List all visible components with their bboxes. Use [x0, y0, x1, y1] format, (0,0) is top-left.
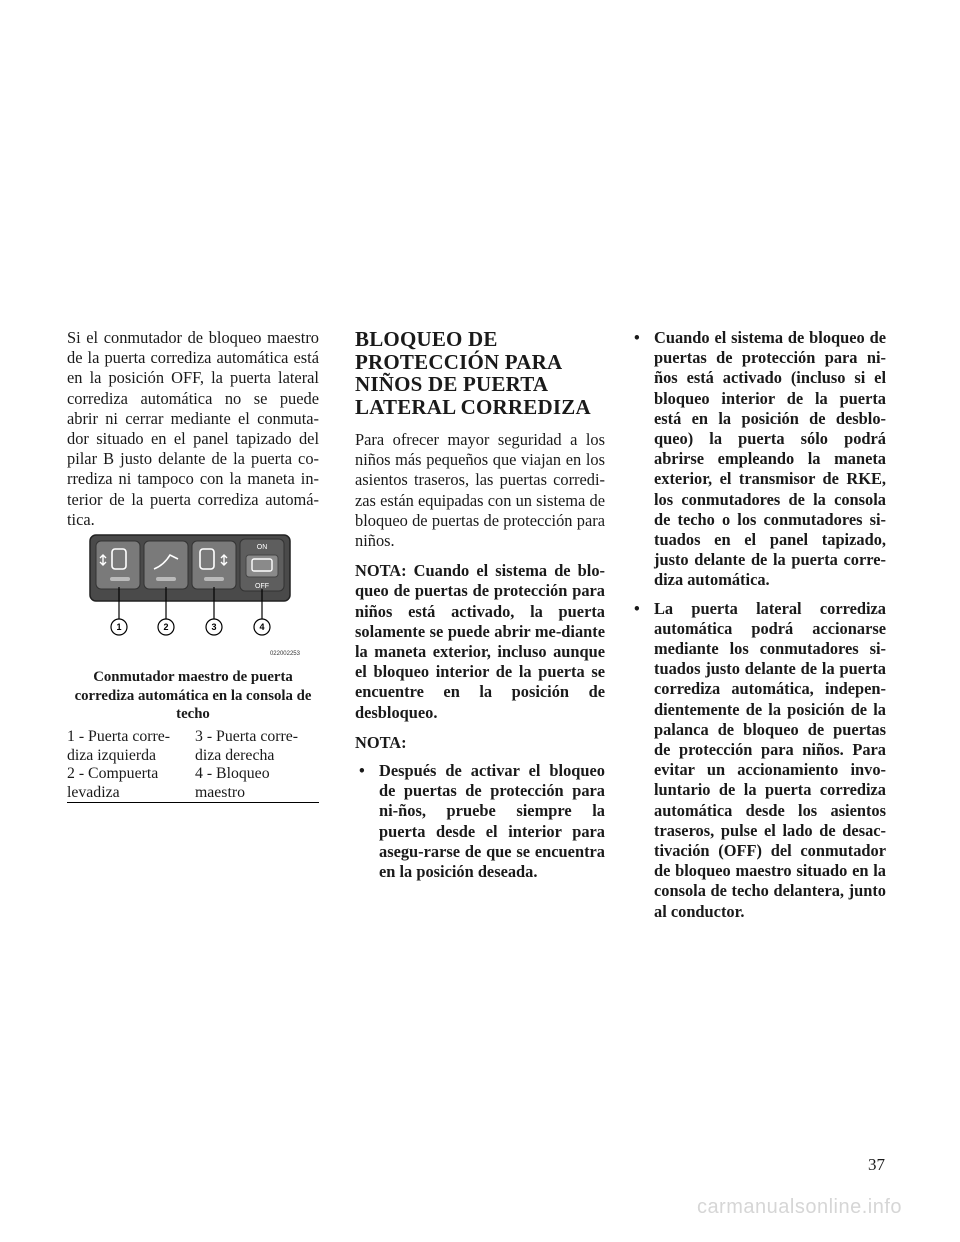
page-number: 37 — [868, 1155, 885, 1174]
note-paragraph: NOTA: Cuando el sistema de blo-queo de puertas de protección para niños está activado, la puerta solamente se puede abrir me-diante la maneta exterior, incluso aunque el bloqueo interior de la puerta se encuentre en la posición de desbloqueo. — [355, 561, 605, 722]
figure-code: 022002253 — [269, 651, 300, 657]
section-heading: BLOQUEO DE PROTECCIÓN PARA NIÑOS DE PUERTA LATERAL CORREDIZA — [355, 327, 591, 419]
legend-row — [67, 728, 319, 765]
middle-column — [355, 328, 605, 890]
switch-panel-illustration — [88, 533, 300, 657]
figure-legend — [67, 728, 319, 803]
callout-4-label: 4 — [259, 622, 265, 632]
left-sliding-door-button — [96, 541, 140, 589]
legend-item-1: 1 - Puerta corre-diza izquierda — [67, 728, 171, 764]
left-column — [67, 328, 319, 530]
note-bullet-list — [355, 761, 605, 882]
figure-caption: Conmutador maestro de puerta corrediza automática en la consola de techo — [74, 669, 312, 722]
on-label: ON — [256, 544, 268, 551]
list-item: • Cuando el sistema de bloqueo de puertas de protección para ni-ños está activado (incluso si el bloqueo interior de la puerta está en la posición de desblo-queo) la puerta sólo podrá abrirse empleando la maneta exterior, el transmisor de RKE, los conmutadores de la consola de techo o los conmutadores si-tuados en el panel tapizado, justo delante de la puerta corre-diza automática. — [630, 328, 886, 591]
note-label: NOTA: — [355, 732, 407, 752]
callout-3-label: 3 — [211, 622, 217, 632]
list-item: • La puerta lateral corrediza automática podrá accionarse mediante los conmutadores si-tuados justo delante de la puerta corrediza automática, indepen-dientemente de la posición de la palanca de bloqueo de puertas de protección para niños. Para evitar un accionamiento invo-luntario de la puerta corrediza automática desde los asientos traseros, pulse el lado de desac-tivación (OFF) del conmutador de bloqueo maestro situado en la consola de techo delantera, junto al conductor. — [630, 599, 886, 922]
watermark-footer: carmanualsonline.info — [696, 1196, 902, 1218]
legend-row — [67, 765, 319, 802]
callout-2-label: 2 — [163, 622, 169, 632]
liftgate-button — [144, 541, 188, 589]
right-column — [630, 328, 886, 930]
legend-item-3: 3 - Puerta corre-diza derecha — [195, 728, 299, 764]
master-lock-button — [240, 539, 284, 591]
right-sliding-door-button — [192, 541, 236, 589]
off-label: OFF — [255, 583, 269, 590]
callout-1-label: 1 — [116, 622, 122, 632]
master-switch-paragraph: Si el conmutador de bloqueo maestro de la puerta corrediza automática está en la posición OFF, la puerta lateral corrediza automática no se puede abrir ni cerrar mediante el conmuta-dor situado en el panel tapizado del pilar B justo delante de la puerta co-rrediza ni tampoco con la maneta in-terior de la puerta corrediza automá-tica. — [67, 328, 319, 529]
right-bullet-list — [630, 328, 886, 922]
legend-item-4: 4 - Bloqueo maestro — [195, 765, 270, 801]
intro-paragraph: Para ofrecer mayor seguridad a los niños más pequeños que viajan en los asientos traseros, las puertas corredi-zas están equipadas con un sistema de bloqueo de puertas de protección para niños. — [355, 430, 605, 551]
list-item: • Después de activar el bloqueo de puertas de protección para ni-ños, pruebe siempre la puerta desde el interior para asegu-rarse de que se encuentra en la posición deseada. — [355, 761, 605, 882]
legend-item-2: 2 - Compuerta levadiza — [67, 765, 159, 801]
switch-panel-figure — [88, 533, 300, 657]
